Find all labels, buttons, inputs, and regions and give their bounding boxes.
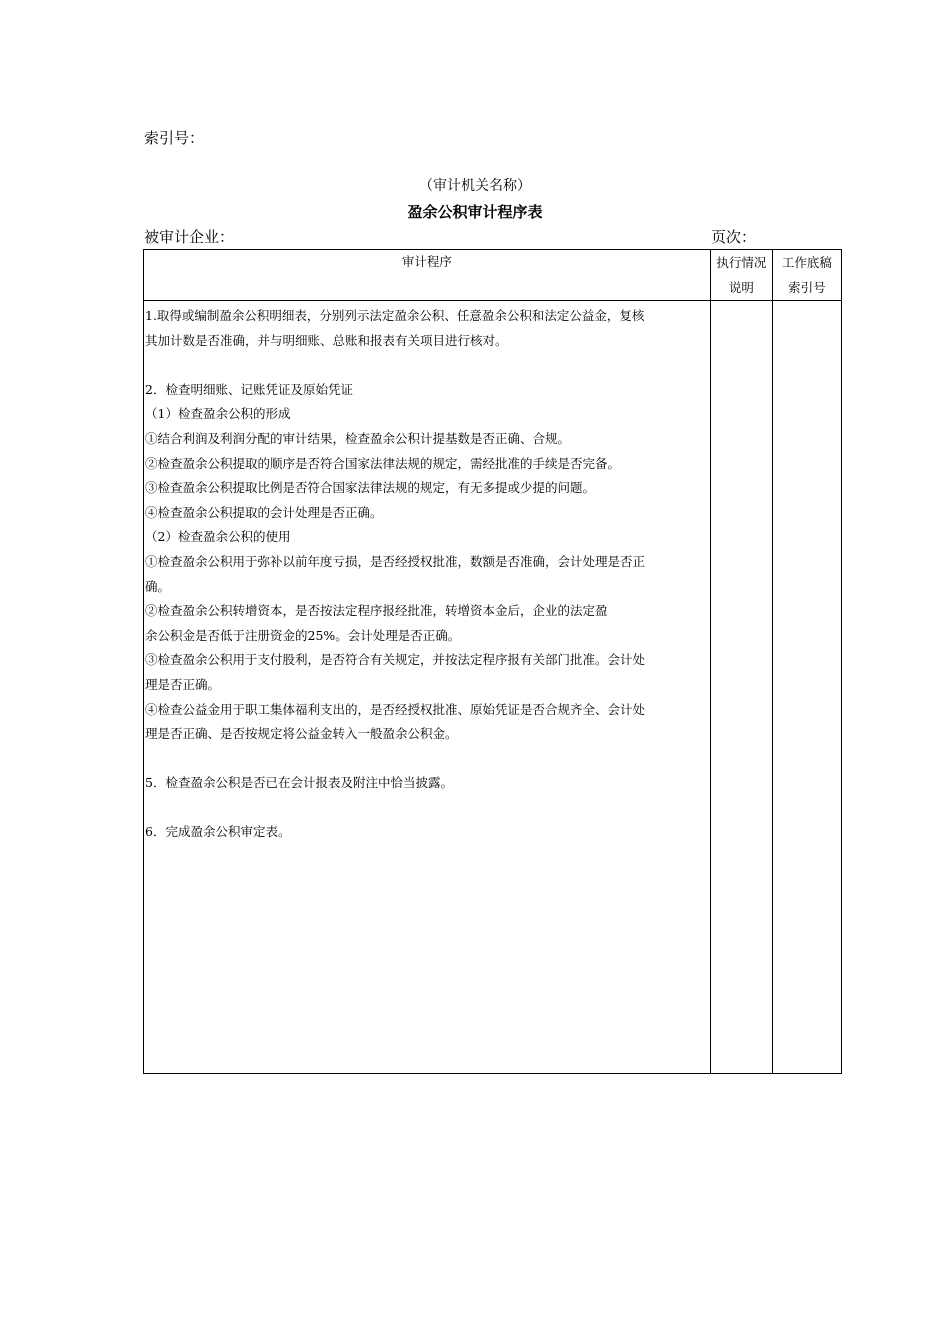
procedure-line: 其加计数是否准确，并与明细账、总账和报表有关项目进行核对。 — [145, 332, 508, 348]
procedure-line: 理是否正确、是否按规定将公益金转入一般盈余公积金。 — [145, 726, 458, 742]
procedure-line: （2）检查盈余公积的使用 — [145, 529, 291, 545]
procedure-line: 6．完成盈余公积审定表。 — [145, 824, 291, 840]
audited-company-label: 被审计企业： — [144, 228, 235, 246]
procedure-line: 2．检查明细账、记账凭证及原始凭证 — [145, 381, 353, 397]
page-number-label: 页次： — [711, 228, 757, 246]
procedure-blank-line — [145, 353, 710, 378]
procedure-line: ①结合利润及利润分配的审计结果，检查盈余公积计提基数是否正确、合规。 — [145, 430, 571, 446]
document-title: 盈余公积审计程序表 — [407, 203, 543, 221]
execution-notes-cell[interactable] — [710, 301, 772, 1074]
header-workpaper-line1: 工作底稿 — [781, 255, 832, 270]
audit-procedure-table — [143, 249, 842, 1074]
procedure-blank-line — [145, 796, 710, 821]
workpaper-ref-cell[interactable] — [772, 301, 841, 1074]
procedure-line: ③检查盈余公积用于支付股利，是否符合有关规定，并按法定程序报有关部门批准。会计处 — [145, 652, 646, 668]
procedure-line: 理是否正确。 — [145, 676, 221, 692]
header-execution-line2: 说明 — [728, 280, 754, 295]
procedure-cell — [144, 301, 711, 1074]
header-procedure: 审计程序 — [144, 250, 711, 301]
procedure-line: ①检查盈余公积用于弥补以前年度亏损，是否经授权批准，数额是否准确，会计处理是否正 — [145, 553, 646, 569]
header-workpaper-line2: 索引号 — [788, 280, 826, 295]
header-execution-line1: 执行情况 — [716, 255, 767, 270]
procedure-blank-line — [145, 747, 710, 772]
procedure-line: ③检查盈余公积提取比例是否符合国家法律法规的规定，有无多提或少提的问题。 — [145, 480, 596, 496]
procedure-line: （1）检查盈余公积的形成 — [145, 406, 291, 422]
audit-org-name: （审计机关名称） — [419, 178, 531, 194]
header-execution-notes — [710, 250, 772, 301]
procedure-line: ②检查盈余公积转增资本，是否按法定程序报经批准，转增资本金后，企业的法定盈 — [145, 603, 608, 619]
procedure-line: 余公积金是否低于注册资金的25%。会计处理是否正确。 — [145, 627, 461, 643]
procedure-line: 1.取得或编制盈余公积明细表，分别列示法定盈余公积、任意盈余公积和法定公益金，复核 — [145, 308, 645, 323]
procedure-text — [144, 301, 710, 845]
index-number-label: 索引号： — [144, 129, 205, 147]
table-body-row — [144, 301, 842, 1074]
procedure-line: ④检查盈余公积提取的会计处理是否正确。 — [145, 504, 383, 520]
procedure-line: 确。 — [145, 578, 171, 594]
procedure-line: ②检查盈余公积提取的顺序是否符合国家法律法规的规定，需经批准的手续是否完备。 — [145, 455, 621, 471]
procedure-line: ④检查公益金用于职工集体福利支出的，是否经授权批准、原始凭证是否合规齐全、会计处 — [145, 701, 646, 717]
header-workpaper-ref — [772, 250, 841, 301]
table-header-row — [144, 250, 842, 301]
procedure-line: 5．检查盈余公积是否已在会计报表及附注中恰当披露。 — [145, 775, 453, 791]
